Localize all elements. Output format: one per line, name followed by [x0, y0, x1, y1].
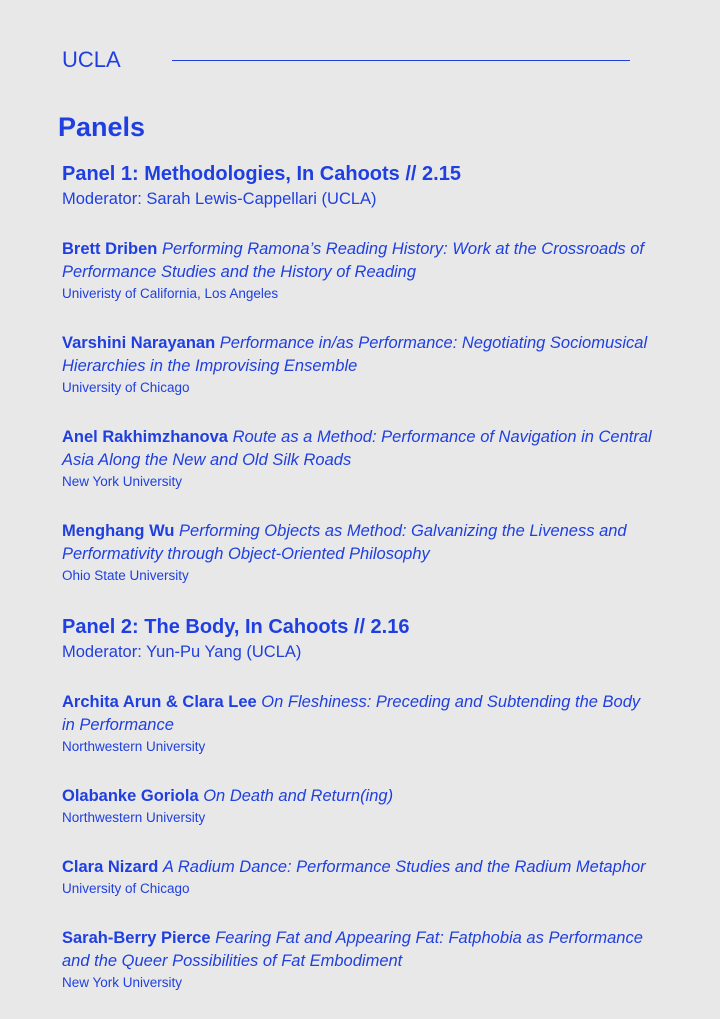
- panel-title: Panel 2: The Body, In Cahoots // 2.16: [62, 616, 410, 638]
- panel-1: [62, 160, 652, 586]
- presentation-entry: [62, 332, 652, 398]
- panel-moderator: Moderator: Yun-Pu Yang (UCLA): [62, 643, 302, 661]
- paper-title: Fearing Fat and Appearing Fat: Fatphobia as Performance and the Queer Possibilities of Fat Embodiment: [62, 929, 643, 970]
- presenter-institution: New York University: [62, 474, 183, 489]
- presenter-institution: New York University: [62, 975, 183, 990]
- panel-header: [62, 160, 652, 210]
- presenter-name: Menghang Wu: [62, 522, 175, 540]
- paper-title: Performing Objects as Method: Galvanizing the Liveness and Performativity through Object-Oriented Philosophy: [62, 522, 627, 563]
- presenter-name: Anel Rakhimzhanova: [62, 428, 228, 446]
- presenter-institution: University of Chicago: [62, 881, 190, 896]
- page-title: Panels: [58, 112, 146, 142]
- paper-title: On Death and Return(ing): [203, 787, 394, 805]
- presentation-entry: [62, 691, 652, 757]
- panel-2: [62, 613, 652, 993]
- presenter-institution: Univeristy of California, Los Angeles: [62, 286, 279, 301]
- panel-title: Panel 1: Methodologies, In Cahoots // 2.15: [62, 163, 461, 185]
- panels-list: [62, 160, 652, 993]
- panel-moderator: Moderator: Sarah Lewis-Cappellari (UCLA): [62, 190, 377, 208]
- presentation-entry: [62, 856, 652, 899]
- paper-title: Route as a Method: Performance of Navigation in Central Asia Along the New and Old Silk Roads: [62, 428, 652, 469]
- presenter-name: Sarah-Berry Pierce: [62, 929, 211, 947]
- presenter-name: Varshini Narayanan: [62, 334, 216, 352]
- presenter-name: Brett Driben: [62, 240, 158, 258]
- paper-title: Performing Ramona’s Reading History: Work at the Crossroads of Performance Studies and the History of Reading: [62, 240, 644, 281]
- presenter-institution: Northwestern University: [62, 810, 206, 825]
- presenter-name: Clara Nizard: [62, 858, 159, 876]
- presenter-name: Olabanke Goriola: [62, 787, 199, 805]
- presentation-entry: [62, 785, 652, 828]
- header-divider: [172, 60, 630, 61]
- presenter-institution: University of Chicago: [62, 380, 190, 395]
- panel-header: [62, 613, 652, 663]
- presentation-entry: [62, 238, 652, 304]
- paper-title: On Fleshiness: Preceding and Subtending the Body in Performance: [62, 693, 641, 734]
- header: [62, 46, 630, 76]
- paper-title: Performance in/as Performance: Negotiating Sociomusical Hierarchies in the Improvising Ensemble: [62, 334, 648, 375]
- presenter-institution: Northwestern University: [62, 739, 206, 754]
- org-name: UCLA: [62, 47, 121, 72]
- presentation-entry: [62, 426, 652, 492]
- presenter-institution: Ohio State University: [62, 568, 189, 583]
- presentation-entry: [62, 927, 652, 993]
- presentation-entry: [62, 520, 652, 586]
- presenter-name: Archita Arun & Clara Lee: [62, 693, 257, 711]
- paper-title: A Radium Dance: Performance Studies and the Radium Metaphor: [162, 858, 646, 876]
